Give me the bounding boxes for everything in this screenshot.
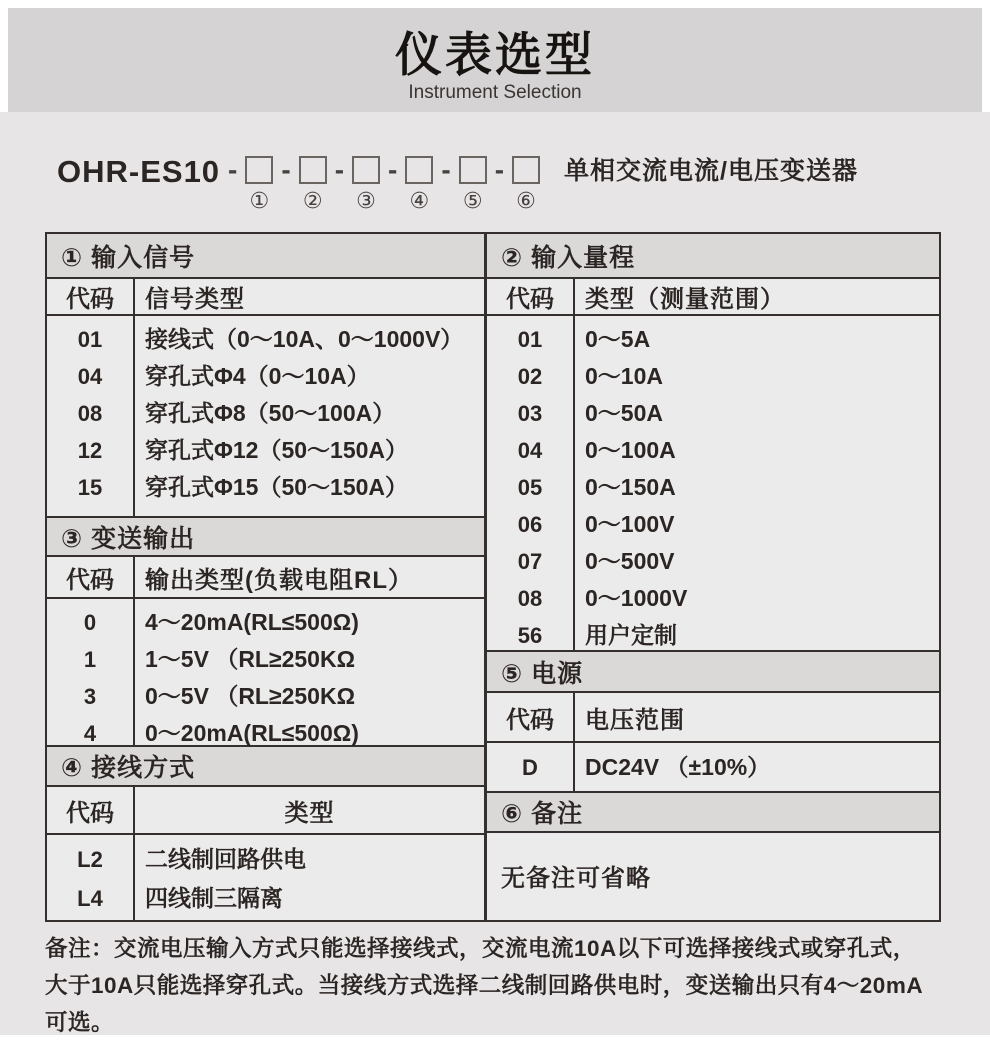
section-header-power: ⑤ 电源 [487, 650, 939, 693]
model-code-row [57, 156, 990, 218]
label-value: 1～5V （RL≥250KΩ [145, 646, 356, 672]
model-position-1 [245, 156, 273, 212]
label-value: 0～150A [585, 474, 676, 500]
footnote [45, 930, 950, 1041]
selection-box-1 [245, 156, 273, 184]
section-header-remark: ⑥ 备注 [487, 791, 939, 833]
code-cell [487, 743, 575, 791]
code-value: 15 [77, 475, 103, 500]
code-value: 3 [83, 684, 97, 709]
label-value: 穿孔式Φ8（50～100A） [145, 400, 396, 426]
footnote-line: 备注：交流电压输入方式只能选择接线式，交流电流10A以下可选择接线式或穿孔式， [45, 936, 916, 961]
code-value: 08 [517, 586, 543, 611]
code-column-header: 代码 [47, 279, 135, 314]
dash-separator: - [441, 154, 451, 185]
label-value: 穿孔式Φ12（50～150A） [145, 437, 409, 463]
label-value: 0～100A [585, 437, 676, 463]
code-value: 08 [77, 401, 103, 426]
label-value: 0～100V [585, 511, 675, 537]
label-cell [135, 835, 484, 920]
type-column-header: 信号类型 [145, 286, 245, 313]
code-value: 07 [517, 549, 543, 574]
code-cell [47, 316, 135, 516]
label-value: 0～20mA(RL≤500Ω) [145, 720, 359, 746]
code-value: 06 [517, 512, 543, 537]
section-header-input-signal: ① 输入信号 [47, 234, 484, 279]
section-body-input-signal [47, 316, 484, 516]
label-value: 0～10A [585, 363, 663, 389]
code-cell [47, 835, 135, 920]
code-column-header: 代码 [487, 279, 575, 314]
code-column-header: 代码 [47, 557, 135, 597]
column-header-row [487, 693, 939, 743]
section-body-input-range [487, 316, 939, 650]
column-header-row [487, 279, 939, 316]
page-title: 仪表选型 [395, 28, 595, 81]
section-header-output: ③ 变送输出 [47, 516, 484, 557]
code-cell [487, 316, 575, 650]
circled-number-4: ④ [409, 188, 430, 213]
code-value: 04 [77, 364, 103, 389]
model-position-3 [352, 156, 380, 212]
selection-table-left [45, 232, 486, 922]
selection-box-2 [299, 156, 327, 184]
label-cell [135, 316, 484, 516]
model-prefix: OHR-ES10 [57, 154, 221, 189]
label-value: 0～50A [585, 400, 663, 426]
model-position-5 [459, 156, 487, 212]
code-cell [47, 599, 135, 745]
code-value: L2 [77, 847, 103, 872]
model-position-4 [405, 156, 433, 212]
selection-box-3 [352, 156, 380, 184]
code-value: 03 [517, 401, 543, 426]
code-value: 12 [77, 438, 103, 463]
dash-separator: - [388, 154, 398, 185]
code-value: 01 [517, 327, 543, 352]
circled-number-6: ⑥ [516, 188, 536, 213]
label-value: 穿孔式Φ4（0～10A） [145, 363, 370, 389]
label-value: 4～20mA(RL≤500Ω) [145, 609, 359, 635]
label-value: 四线制三隔离 [145, 885, 283, 911]
label-value: 0～5V （RL≥250KΩ [145, 683, 356, 709]
code-value: 02 [517, 364, 543, 389]
label-value: 穿孔式Φ15（50～150A） [145, 474, 409, 500]
code-value: 1 [83, 647, 97, 672]
label-cell [575, 316, 939, 650]
type-column-header: 输出类型(负载电阻RL） [145, 566, 413, 594]
selection-table-right [485, 232, 941, 922]
footnote-line: 大于10A只能选择穿孔式。当接线方式选择二线制回路供电时，变送输出只有4～20mA [45, 973, 924, 998]
label-value: 接线式（0～10A、0～1000V） [145, 326, 464, 352]
section-body-wiring [47, 835, 484, 920]
label-value: 0～1000V [585, 585, 688, 611]
code-value: 05 [517, 475, 543, 500]
code-value: 0 [83, 610, 97, 635]
label-value: 二线制回路供电 [145, 846, 306, 872]
dash-separator: - [334, 154, 345, 185]
content-area [0, 112, 990, 1035]
type-column-header: 类型 [284, 799, 335, 827]
model-description: 单相交流电流/电压变送器 [564, 157, 858, 185]
code-value: D [522, 754, 538, 780]
label-value: 0～500V [585, 548, 675, 574]
label-value: DC24V （±10%） [585, 753, 771, 780]
section-header-wiring: ④ 接线方式 [47, 745, 484, 787]
label-value: 0～5A [585, 326, 651, 352]
dash-separator: - [228, 154, 238, 185]
circled-number-2: ② [302, 188, 323, 213]
column-header-row [47, 279, 484, 316]
code-value: 56 [517, 623, 543, 648]
remark-note: 无备注可省略 [501, 865, 651, 892]
selection-box-6 [512, 156, 540, 184]
label-value: 用户定制 [585, 622, 677, 648]
code-column-header: 代码 [47, 787, 135, 833]
circled-number-5: ⑤ [462, 188, 483, 213]
dash-separator: - [494, 154, 505, 185]
code-value: 01 [77, 327, 103, 352]
dash-separator: - [281, 154, 291, 185]
circled-number-1: ① [249, 188, 270, 213]
code-value: L4 [77, 886, 103, 911]
footnote-line: 可选。 [45, 1010, 115, 1035]
selection-box-4 [405, 156, 433, 184]
section-header-input-range: ② 输入量程 [487, 234, 939, 279]
model-position-6 [512, 156, 540, 212]
code-column-header: 代码 [487, 693, 575, 741]
type-column-header: 类型（测量范围） [585, 286, 785, 313]
label-cell [135, 599, 484, 745]
type-column-header: 电压范围 [585, 706, 685, 734]
page-subtitle: Instrument Selection [408, 82, 582, 103]
power-row [487, 743, 939, 791]
selection-box-5 [459, 156, 487, 184]
code-value: 4 [83, 721, 97, 746]
circled-number-3: ③ [356, 188, 376, 213]
column-header-row [47, 557, 484, 599]
code-value: 04 [517, 438, 543, 463]
label-cell [575, 743, 939, 791]
column-header-row [47, 787, 484, 835]
title-band [8, 8, 982, 112]
model-position-2 [299, 156, 327, 212]
selection-tables [45, 232, 990, 922]
section-body-output [47, 599, 484, 745]
